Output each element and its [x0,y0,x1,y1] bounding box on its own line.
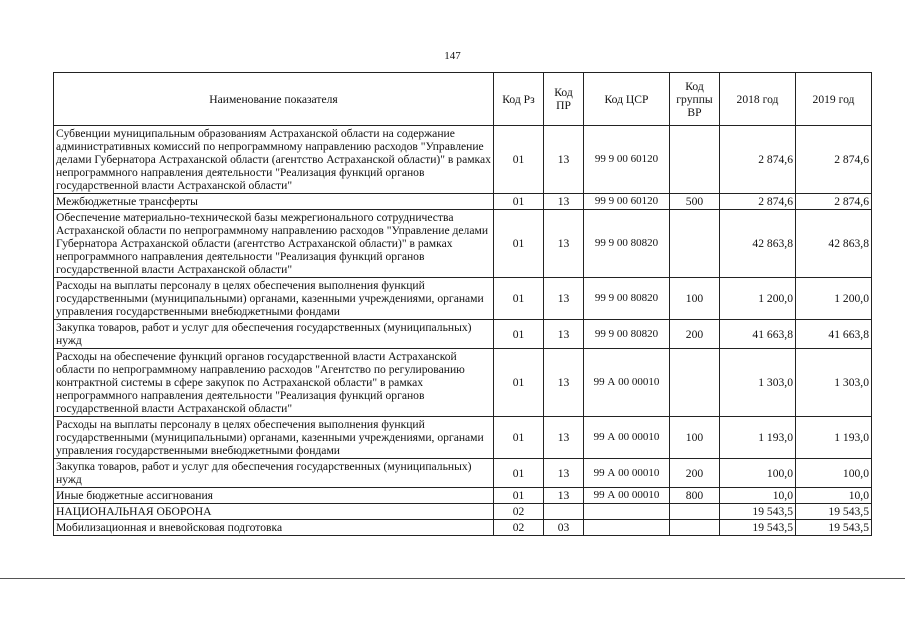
row-csr: 99 9 00 60120 [584,194,670,210]
row-name: Обеспечение материально-технической базы межрегионального сотрудничества Астраханской области по непрограммному направлению расходов "Управление делами Губернатора Астраханской области (агентство Астраханской области)" в рамках непрограммного направления деятельности "Реализация функций органов государственной власти Астраханской области" [54,210,494,278]
row-2019: 10,0 [796,488,872,504]
row-rz: 01 [494,349,544,417]
header-pr: Код ПР [544,73,584,126]
budget-table [53,72,872,536]
row-2019: 2 874,6 [796,194,872,210]
row-pr: 13 [544,126,584,194]
row-rz: 01 [494,126,544,194]
row-rz: 02 [494,504,544,520]
row-pr [544,504,584,520]
row-pr: 13 [544,349,584,417]
row-vr [670,520,720,536]
table-row [54,520,872,536]
row-pr: 13 [544,417,584,459]
row-vr: 800 [670,488,720,504]
row-2019: 41 663,8 [796,320,872,349]
row-csr: 99 9 00 80820 [584,210,670,278]
row-2018: 1 200,0 [720,278,796,320]
row-vr [670,504,720,520]
row-pr: 13 [544,210,584,278]
row-pr: 13 [544,194,584,210]
row-rz: 01 [494,488,544,504]
row-pr: 13 [544,278,584,320]
row-vr: 100 [670,417,720,459]
row-pr: 03 [544,520,584,536]
row-2018: 100,0 [720,459,796,488]
row-rz: 01 [494,194,544,210]
scan-cut-line [0,578,905,579]
row-name: Межбюджетные трансферты [54,194,494,210]
header-vr: Код группы ВР [670,73,720,126]
table-row [54,194,872,210]
header-2018: 2018 год [720,73,796,126]
row-name: Расходы на обеспечение функций органов государственной власти Астраханской области по непрограммному направлению расходов "Агентство по регулированию контрактной системы в сфере закупок по Астраханской области" в рамках непрограммного направления деятельности "Реализация функций органов государственной власти Астраханской области" [54,349,494,417]
table-row [54,417,872,459]
row-pr: 13 [544,459,584,488]
table-row [54,126,872,194]
row-csr [584,504,670,520]
row-2019: 19 543,5 [796,504,872,520]
row-csr [584,520,670,536]
row-name: Расходы на выплаты персоналу в целях обеспечения выполнения функций государственными (муниципальными) органами, казенными учреждениями, органами управления государственными внебюджетными фондами [54,278,494,320]
table-row [54,278,872,320]
row-2018: 10,0 [720,488,796,504]
row-rz: 01 [494,278,544,320]
row-rz: 02 [494,520,544,536]
row-name: Субвенции муниципальным образованиям Астраханской области на содержание административных комиссий по непрограммному направлению расходов "Управление делами Губернатора Астраханской области (агентство Астраханской области)" в рамках непрограммного направления деятельности "Реализация функций органов государственной власти Астраханской области" [54,126,494,194]
row-csr: 99 А 00 00010 [584,349,670,417]
row-csr: 99 9 00 60120 [584,126,670,194]
table-row [54,488,872,504]
header-name: Наименование показателя [54,73,494,126]
row-name: Мобилизационная и вневойсковая подготовка [54,520,494,536]
row-2019: 42 863,8 [796,210,872,278]
row-rz: 01 [494,210,544,278]
row-vr: 500 [670,194,720,210]
row-2018: 19 543,5 [720,504,796,520]
row-csr: 99 9 00 80820 [584,320,670,349]
row-2019: 100,0 [796,459,872,488]
row-csr: 99 А 00 00010 [584,488,670,504]
row-2019: 19 543,5 [796,520,872,536]
row-csr: 99 9 00 80820 [584,278,670,320]
row-2018: 41 663,8 [720,320,796,349]
row-pr: 13 [544,488,584,504]
row-name: Закупка товаров, работ и услуг для обеспечения государственных (муниципальных) нужд [54,320,494,349]
row-vr [670,210,720,278]
row-vr: 100 [670,278,720,320]
row-vr [670,126,720,194]
row-2019: 2 874,6 [796,126,872,194]
table-row [54,210,872,278]
row-2019: 1 193,0 [796,417,872,459]
row-2018: 2 874,6 [720,194,796,210]
row-2018: 2 874,6 [720,126,796,194]
table-row [54,459,872,488]
row-vr [670,349,720,417]
row-name: Иные бюджетные ассигнования [54,488,494,504]
row-2019: 1 303,0 [796,349,872,417]
header-row [54,73,872,126]
row-2019: 1 200,0 [796,278,872,320]
header-rz: Код Рз [494,73,544,126]
row-name: Закупка товаров, работ и услуг для обеспечения государственных (муниципальных) нужд [54,459,494,488]
row-2018: 42 863,8 [720,210,796,278]
row-2018: 1 193,0 [720,417,796,459]
row-pr: 13 [544,320,584,349]
row-vr: 200 [670,459,720,488]
row-rz: 01 [494,459,544,488]
table-row [54,320,872,349]
row-csr: 99 А 00 00010 [584,459,670,488]
row-rz: 01 [494,417,544,459]
row-csr: 99 А 00 00010 [584,417,670,459]
page-number: 147 [444,50,461,62]
header-2019: 2019 год [796,73,872,126]
table-row [54,349,872,417]
row-vr: 200 [670,320,720,349]
table-row [54,504,872,520]
row-2018: 1 303,0 [720,349,796,417]
row-name: НАЦИОНАЛЬНАЯ ОБОРОНА [54,504,494,520]
row-2018: 19 543,5 [720,520,796,536]
header-csr: Код ЦСР [584,73,670,126]
row-rz: 01 [494,320,544,349]
row-name: Расходы на выплаты персоналу в целях обеспечения выполнения функций государственными (муниципальными) органами, казенными учреждениями, органами управления государственными внебюджетными фондами [54,417,494,459]
